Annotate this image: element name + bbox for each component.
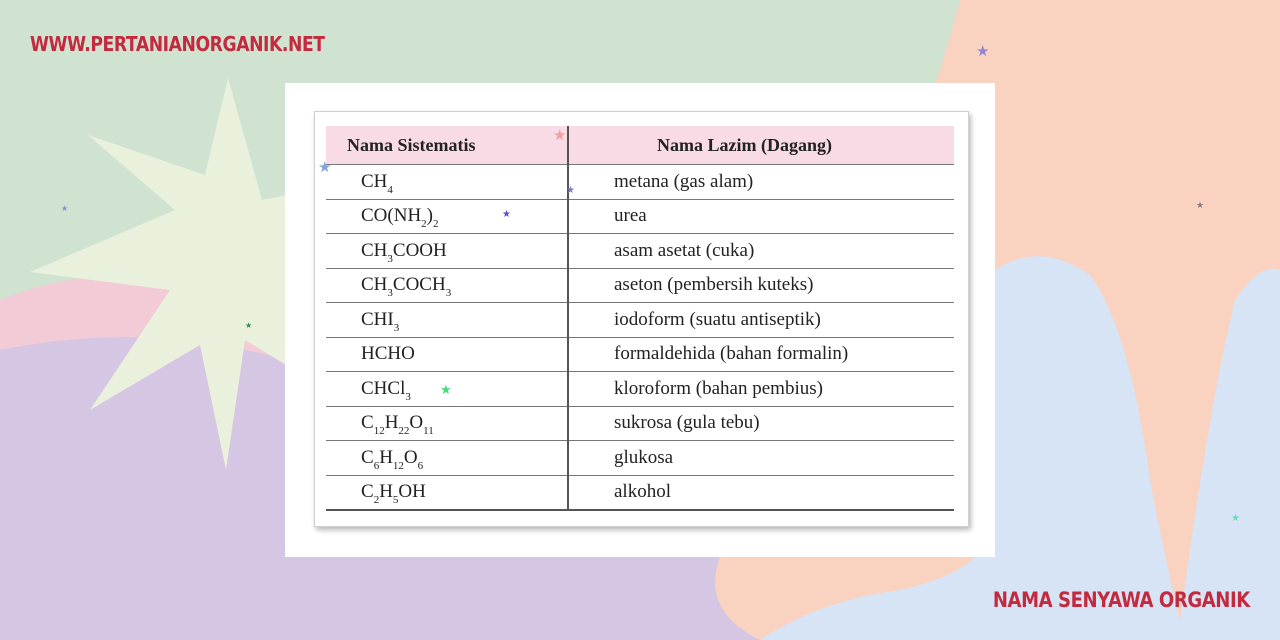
formula-text: COCH <box>392 274 446 296</box>
systematic-name-cell <box>326 406 568 441</box>
sparkle-icon: ★ <box>440 383 452 398</box>
formula-text: O <box>403 446 418 468</box>
formula-text: CHI <box>361 308 394 330</box>
table-row <box>326 268 954 303</box>
table-row <box>326 372 954 407</box>
formula-subscript: 3 <box>445 287 452 300</box>
systematic-name-cell <box>326 441 568 476</box>
table-row <box>326 441 954 476</box>
formula-subscript: 11 <box>423 425 434 438</box>
common-name-cell: urea <box>568 199 954 234</box>
sparkle-icon: ★ <box>245 321 253 330</box>
header-systematic-name: Nama Sistematis <box>326 126 568 165</box>
common-name-cell: aseton (pembersih kuteks) <box>568 268 954 303</box>
table-image-card <box>285 83 995 557</box>
compound-names-table <box>326 126 954 511</box>
formula-subscript: 3 <box>387 287 393 300</box>
formula-text: H <box>384 412 399 434</box>
formula-text: C <box>361 481 374 503</box>
formula-text: OH <box>398 481 426 503</box>
formula-text: O <box>409 412 424 434</box>
common-name-cell: kloroform (bahan pembius) <box>568 372 954 407</box>
formula-text: ) <box>426 205 433 227</box>
formula-text: CH <box>361 170 388 192</box>
systematic-name-cell <box>326 268 568 303</box>
common-name-cell: glukosa <box>568 441 954 476</box>
sparkle-icon: ★ <box>502 209 511 220</box>
table-row <box>326 165 954 200</box>
formula-subscript: 3 <box>405 390 411 403</box>
formula-subscript: 5 <box>392 494 399 507</box>
sparkle-icon: ★ <box>1196 201 1205 211</box>
formula-text: H <box>379 446 393 468</box>
formula-subscript: 2 <box>421 218 427 231</box>
sparkle-icon: ★ <box>1231 513 1240 524</box>
formula-text: CH <box>361 239 388 261</box>
formula-subscript: 6 <box>373 459 380 472</box>
table-row <box>326 406 954 441</box>
table-row <box>326 199 954 234</box>
sparkle-icon: ★ <box>553 126 567 144</box>
formula-subscript: 2 <box>433 218 439 231</box>
formula-text: COOH <box>392 239 447 261</box>
sparkle-icon: ★ <box>976 42 990 60</box>
formula-subscript: 3 <box>387 252 393 265</box>
compound-table-frame <box>314 111 969 527</box>
systematic-name-cell <box>326 337 568 372</box>
table-row <box>326 303 954 338</box>
common-name-cell: alkohol <box>568 475 954 510</box>
table-row <box>326 234 954 269</box>
systematic-name-cell <box>326 165 568 200</box>
formula-subscript: 3 <box>393 321 400 334</box>
formula-subscript: 4 <box>387 183 393 196</box>
formula-text: C <box>361 412 374 434</box>
systematic-name-cell <box>326 475 568 510</box>
table-row <box>326 475 954 510</box>
sparkle-icon: ★ <box>566 185 575 196</box>
table-body <box>326 165 954 511</box>
site-url[interactable]: WWW.PERTANIANORGANIK.NET <box>30 32 325 56</box>
formula-text: CH <box>361 274 388 296</box>
formula-subscript: 6 <box>417 459 424 472</box>
header-common-name: Nama Lazim (Dagang) <box>568 126 954 165</box>
common-name-cell: sukrosa (gula tebu) <box>568 406 954 441</box>
formula-text: CHCl <box>361 377 406 399</box>
systematic-name-cell <box>326 234 568 269</box>
table-header-row <box>326 126 954 165</box>
formula-subscript: 22 <box>398 425 410 438</box>
sparkle-icon: ★ <box>61 204 69 213</box>
formula-subscript: 12 <box>392 459 404 472</box>
formula-text: H <box>379 481 393 503</box>
common-name-cell: formaldehida (bahan formalin) <box>568 337 954 372</box>
formula-subscript: 12 <box>373 425 385 438</box>
formula-subscript: 2 <box>373 494 380 507</box>
common-name-cell: asam asetat (cuka) <box>568 234 954 269</box>
systematic-name-cell <box>326 303 568 338</box>
common-name-cell: metana (gas alam) <box>568 165 954 200</box>
common-name-cell: iodoform (suatu antiseptik) <box>568 303 954 338</box>
formula-text: CO(NH <box>361 205 422 227</box>
formula-text: HCHO <box>361 343 415 365</box>
table-row <box>326 337 954 372</box>
formula-text: C <box>361 446 374 468</box>
page-caption: NAMA SENYAWA ORGANIK <box>993 588 1250 612</box>
sparkle-icon: ★ <box>318 158 332 176</box>
systematic-name-cell <box>326 199 568 234</box>
